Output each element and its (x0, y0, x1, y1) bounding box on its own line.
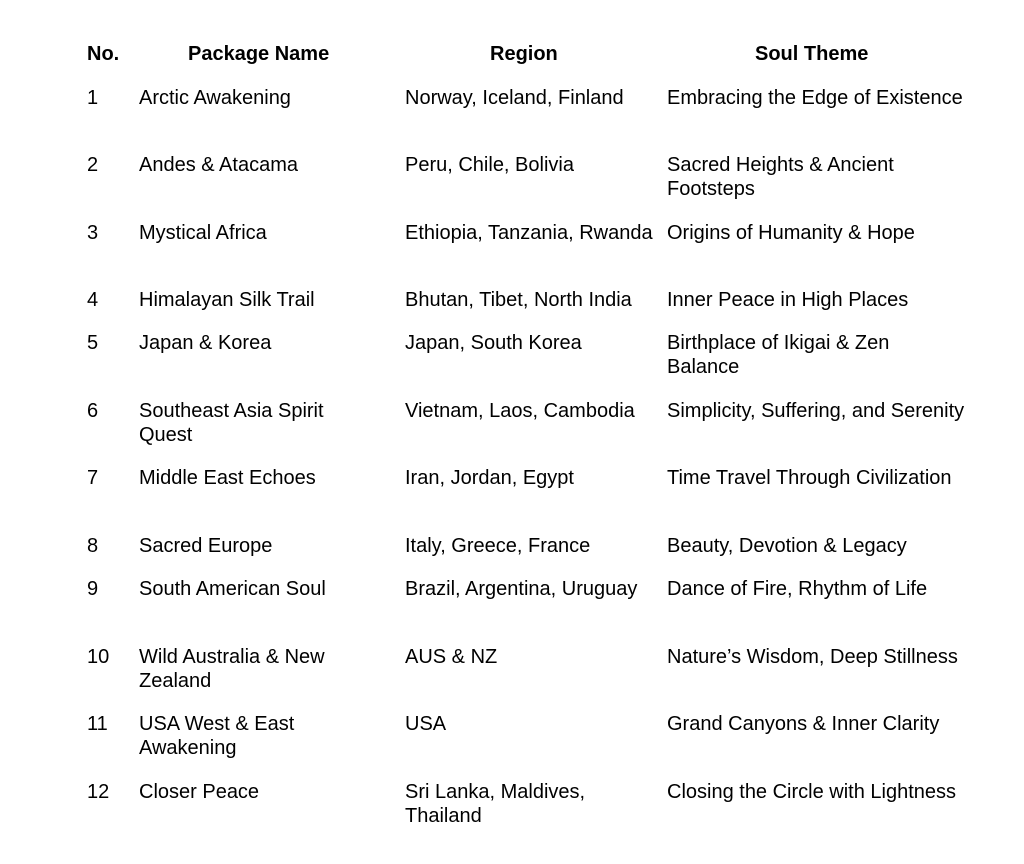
soul-theme: Sacred Heights & Ancient Footsteps (667, 154, 894, 200)
soul-theme: Embracing the Edge of Existence (667, 87, 963, 109)
header-no: No. (87, 43, 120, 65)
soul-theme: Closing the Circle with Lightness (667, 781, 957, 803)
header-package-name: Package Name (188, 43, 330, 65)
table-row (0, 577, 1024, 627)
region: Vietnam, Laos, Cambodia (405, 400, 635, 422)
region: USA (405, 713, 447, 735)
region: Ethiopia, Tanzania, Rwanda (405, 222, 653, 244)
package-name: Mystical Africa (139, 222, 267, 244)
soul-theme: Beauty, Devotion & Legacy (667, 535, 907, 557)
region: Japan, South Korea (405, 332, 582, 354)
region: Brazil, Argentina, Uruguay (405, 578, 638, 600)
package-name: Japan & Korea (139, 332, 272, 354)
table-row (0, 780, 1024, 830)
package-name: Himalayan Silk Trail (139, 289, 315, 311)
row-number: 6 (87, 400, 99, 422)
package-name: Arctic Awakening (139, 87, 291, 109)
row-number: 2 (87, 154, 99, 176)
table-row (0, 153, 1024, 203)
region: Iran, Jordan, Egypt (405, 467, 574, 489)
region: Sri Lanka, Maldives, Thailand (405, 781, 586, 827)
row-number: 9 (87, 578, 99, 600)
row-number: 11 (87, 713, 108, 735)
package-name: Wild Australia & New Zealand (139, 646, 325, 692)
table-row (0, 645, 1024, 695)
table-row (0, 221, 1024, 271)
soul-theme: Birthplace of Ikigai & Zen Balance (667, 332, 890, 378)
soul-theme: Nature’s Wisdom, Deep Stillness (667, 646, 958, 668)
region: Norway, Iceland, Finland (405, 87, 624, 109)
row-number: 8 (87, 535, 99, 557)
table-row (0, 86, 1024, 136)
package-name: Sacred Europe (139, 535, 273, 557)
region: Italy, Greece, France (405, 535, 591, 557)
soul-theme: Simplicity, Suffering, and Serenity (667, 400, 965, 422)
row-number: 1 (87, 87, 99, 109)
package-name: Southeast Asia Spirit Quest (139, 400, 324, 446)
region: Bhutan, Tibet, North India (405, 289, 632, 311)
row-number: 7 (87, 467, 99, 489)
table-row (0, 399, 1024, 449)
package-name: South American Soul (139, 578, 326, 600)
table-row (0, 331, 1024, 381)
row-number: 10 (87, 646, 110, 668)
row-number: 3 (87, 222, 99, 244)
header-region: Region (490, 43, 558, 65)
package-name: Andes & Atacama (139, 154, 298, 176)
package-name: USA West & East Awakening (139, 713, 295, 759)
table-row (0, 712, 1024, 762)
row-number: 12 (87, 781, 110, 803)
soul-theme: Inner Peace in High Places (667, 289, 909, 311)
row-number: 5 (87, 332, 99, 354)
soul-theme: Grand Canyons & Inner Clarity (667, 713, 940, 735)
table-row (0, 466, 1024, 516)
header-soul-theme: Soul Theme (755, 43, 869, 65)
package-name: Closer Peace (139, 781, 260, 803)
region: Peru, Chile, Bolivia (405, 154, 574, 176)
row-number: 4 (87, 289, 99, 311)
soul-theme: Origins of Humanity & Hope (667, 222, 915, 244)
soul-theme: Time Travel Through Civilization (667, 467, 952, 489)
soul-theme: Dance of Fire, Rhythm of Life (667, 578, 928, 600)
package-name: Middle East Echoes (139, 467, 316, 489)
region: AUS & NZ (405, 646, 498, 668)
